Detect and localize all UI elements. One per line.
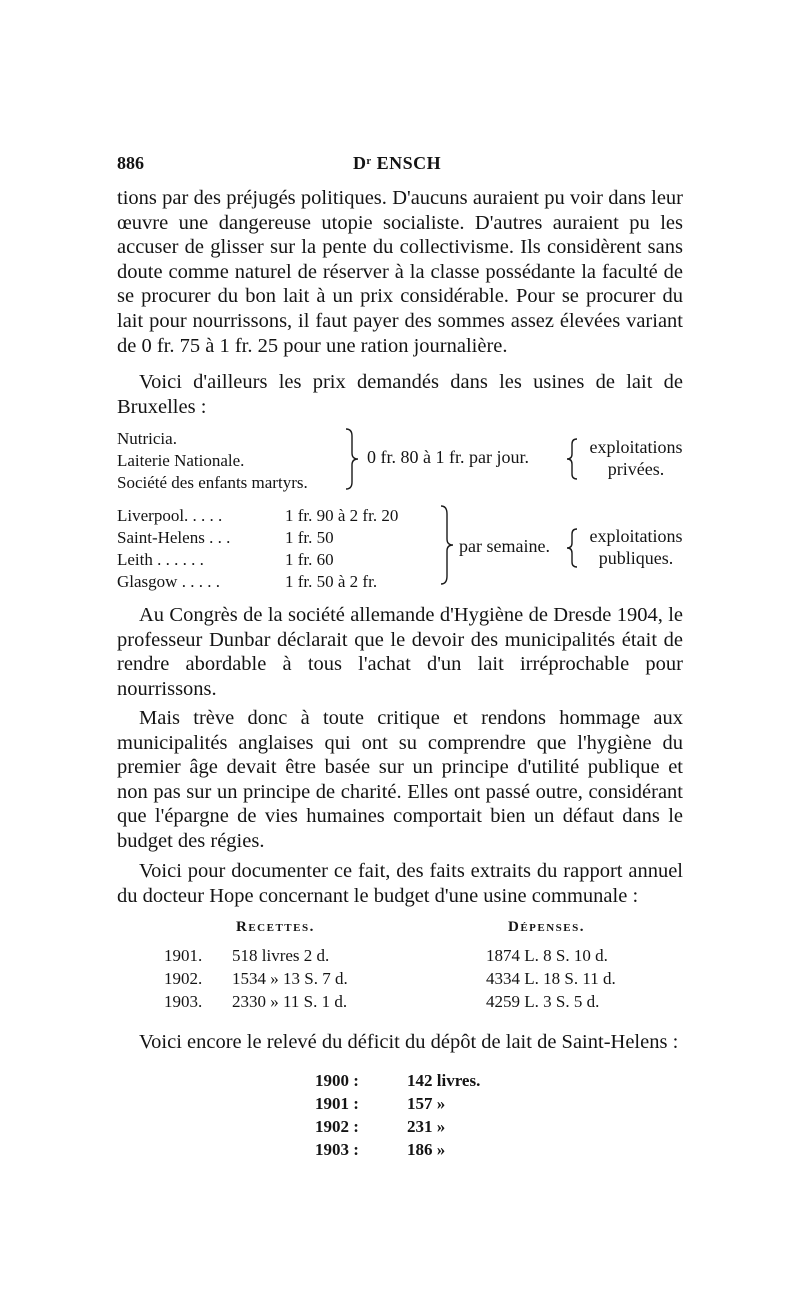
city-exploitation-type [584,525,688,569]
budget-receipts: 1534 » 13 S. 7 d. [232,969,348,988]
exploitation-type-line: exploitations [589,437,683,457]
paragraph-tribute-text: Mais trève donc à toute critique et rendons hommage aux municipalités anglaises qui ont su comprendre que l'hygiène du premier âge devait être basée sur un principe d'utilité publique et non pas sur un principe de charité. Elles ont passé outre, considérant que l'épargne de vies humaines comportait bien un défaut dans le budget des régies. [117,707,683,852]
milk-producer-name: Laiterie Nationale. [117,451,245,470]
budget-expenses: 4334 L. 18 S. 11 d. [486,969,616,988]
deficit-year: 1900 : [315,1071,359,1090]
budget-row [0,946,800,968]
city-name: Saint-Helens . . . [117,528,231,547]
budget-expenses: 1874 L. 8 S. 10 d. [486,946,608,965]
budget-header-receipts: Recettes. [236,919,315,935]
milk-producer-list [117,428,308,494]
city-price-list [285,505,398,593]
budget-year: 1903. [164,992,203,1011]
budget-year: 1901. [164,946,203,965]
paragraph-budget-intro-text: Voici pour documenter ce fait, des faits extraits du rapport annuel du docteur Hope concernant le budget d'une usine communale : [117,860,683,907]
paragraph-intro: tions par des préjugés politiques. D'aucuns auraient pu voir dans leur œuvre une dangereuse utopie socialiste. D'autres auraient pu les accuser de glisser sur la pente du collectivisme. Ils considèrent sans doute comme naturel de réserver à la classe possédante la faculté de se procurer du bon lait à un prix considérable. Pour se procurer du lait pour nourrissons, il faut payer des sommes assez élevées variant de 0 fr. 75 à 1 fr. 25 pour une ration journalière. [117,187,683,357]
closing-brace [345,428,359,490]
closing-brace [440,505,454,585]
deficit-year: 1902 : [315,1117,359,1136]
price-frequency: par semaine. [459,536,550,556]
city-name: Liverpool. . . . . [117,506,223,525]
milk-price-range: 0 fr. 80 à 1 fr. par jour. [367,447,529,467]
exploitation-type-line: privées. [607,459,665,479]
paragraph-tribute [117,706,683,854]
milk-producer-name: Nutricia. [117,429,177,448]
paragraph-prices-intro [117,370,683,419]
budget-expenses: 4259 L. 3 S. 5 d. [486,992,600,1011]
city-name: Leith . . . . . . [117,550,204,569]
page-number: 886 [117,153,144,173]
milk-exploitation-type [584,436,688,480]
budget-row [0,992,800,1014]
paragraph-deficit-intro [117,1030,692,1055]
exploitation-type-line: publiques. [598,548,674,568]
city-price: 1 fr. 90 à 2 fr. 20 [285,506,399,525]
deficit-value: 186 » [407,1140,446,1159]
milk-producer-name: Société des enfants martyrs. [117,473,308,492]
city-name: Glasgow . . . . . [117,572,220,591]
deficit-value: 231 » [407,1117,446,1136]
paragraph-prices-intro-text: Voici d'ailleurs les prix demandés dans les usines de lait de Bruxelles : [117,371,683,418]
deficit-year: 1901 : [315,1094,359,1113]
city-price: 1 fr. 60 [285,550,334,569]
deficit-year: 1903 : [315,1140,359,1159]
deficit-row [0,1094,800,1116]
budget-receipts: 518 livres 2 d. [232,946,330,965]
paragraph-budget-intro [117,859,683,908]
paragraph-dresden-congress [117,603,683,701]
city-list [117,505,230,593]
paragraph-deficit-intro-text: Voici encore le relevé du déficit du dépôt de lait de Saint-Helens : [139,1031,679,1053]
deficit-row [0,1071,800,1093]
budget-receipts: 2330 » 11 S. 1 d. [232,992,348,1011]
deficit-value: 142 livres. [407,1071,481,1090]
deficit-value: 157 » [407,1094,446,1113]
paragraph-dresden-congress-text: Au Congrès de la société allemande d'Hygiène de Dresde 1904, le professeur Dunbar déclarait que le devoir des municipalités était de rendre abordable à tous l'achat d'un lait irréprochable pour nourrissons. [117,604,683,700]
budget-year: 1902. [164,969,203,988]
budget-header-expenses: Dépenses. [508,919,585,935]
opening-brace [566,528,578,568]
running-title: Dʳ ENSCH [353,153,442,173]
city-price: 1 fr. 50 [285,528,334,547]
exploitation-type-line: exploitations [589,526,683,546]
deficit-row [0,1140,800,1162]
budget-row [0,969,800,991]
closing-brace [566,438,578,480]
deficit-row [0,1117,800,1139]
city-price: 1 fr. 50 à 2 fr. [285,572,378,591]
